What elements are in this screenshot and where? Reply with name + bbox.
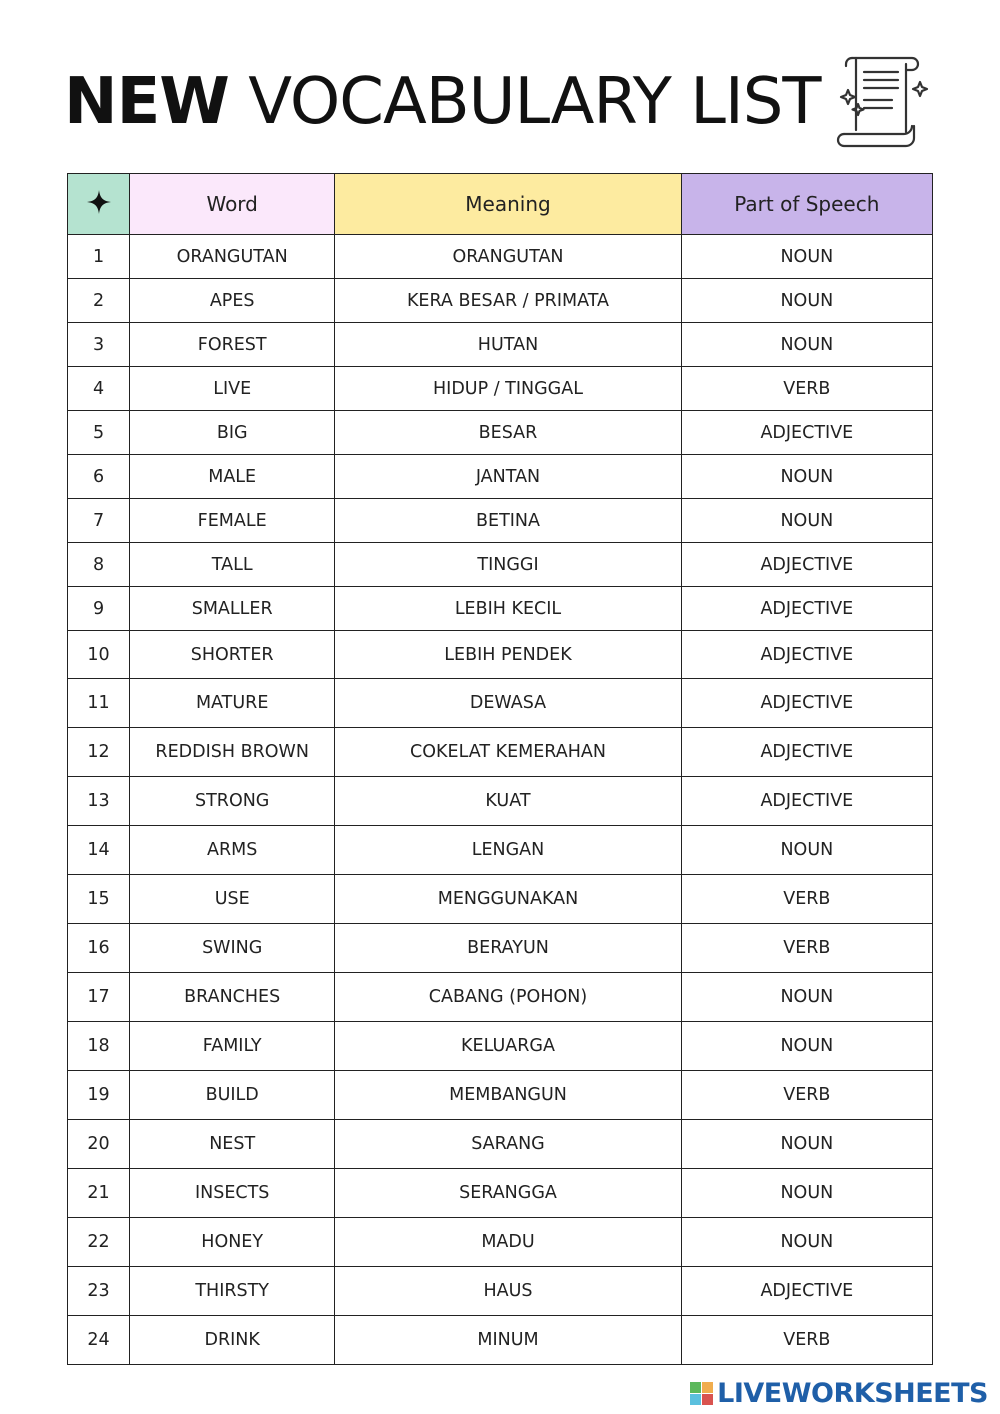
row-part-of-speech: ADJECTIVE	[681, 728, 932, 777]
table-row	[68, 279, 933, 323]
row-word: MALE	[130, 455, 335, 499]
row-number: 20	[68, 1120, 130, 1169]
row-number: 4	[68, 367, 130, 411]
table-row	[68, 235, 933, 279]
row-meaning: KELUARGA	[335, 1022, 681, 1071]
row-word: USE	[130, 875, 335, 924]
row-word: BUILD	[130, 1071, 335, 1120]
row-meaning: TINGGI	[335, 543, 681, 587]
row-number: 16	[68, 924, 130, 973]
row-meaning: KERA BESAR / PRIMATA	[335, 279, 681, 323]
row-word: INSECTS	[130, 1169, 335, 1218]
row-meaning: BESAR	[335, 411, 681, 455]
row-part-of-speech: NOUN	[681, 323, 932, 367]
row-meaning: LEBIH KECIL	[335, 587, 681, 631]
row-number: 7	[68, 499, 130, 543]
row-meaning: MINUM	[335, 1316, 681, 1365]
table-row	[68, 587, 933, 631]
row-word: ORANGUTAN	[130, 235, 335, 279]
table-row	[68, 1120, 933, 1169]
page-title	[64, 62, 820, 142]
logo-mark-icon	[690, 1382, 713, 1405]
table-row	[68, 1218, 933, 1267]
table-row	[68, 323, 933, 367]
row-part-of-speech: NOUN	[681, 973, 932, 1022]
table-row	[68, 1267, 933, 1316]
row-word: THIRSTY	[130, 1267, 335, 1316]
row-meaning: LENGAN	[335, 826, 681, 875]
row-part-of-speech: ADJECTIVE	[681, 777, 932, 826]
row-part-of-speech: VERB	[681, 1316, 932, 1365]
row-meaning: MENGGUNAKAN	[335, 875, 681, 924]
row-word: MATURE	[130, 679, 335, 728]
table-row	[68, 543, 933, 587]
table-row	[68, 1169, 933, 1218]
row-meaning: ORANGUTAN	[335, 235, 681, 279]
row-number: 13	[68, 777, 130, 826]
row-number: 3	[68, 323, 130, 367]
row-part-of-speech: NOUN	[681, 1022, 932, 1071]
four-point-star-icon	[86, 189, 112, 215]
row-part-of-speech: ADJECTIVE	[681, 631, 932, 679]
row-meaning: HAUS	[335, 1267, 681, 1316]
header-part-of-speech: Part of Speech	[681, 174, 932, 235]
vocabulary-table	[67, 173, 933, 1365]
row-part-of-speech: VERB	[681, 367, 932, 411]
row-word: BIG	[130, 411, 335, 455]
row-number: 6	[68, 455, 130, 499]
row-word: SWING	[130, 924, 335, 973]
row-part-of-speech: NOUN	[681, 1169, 932, 1218]
row-meaning: JANTAN	[335, 455, 681, 499]
row-word: BRANCHES	[130, 973, 335, 1022]
row-meaning: BERAYUN	[335, 924, 681, 973]
row-word: REDDISH BROWN	[130, 728, 335, 777]
table-row	[68, 455, 933, 499]
row-word: FEMALE	[130, 499, 335, 543]
row-meaning: SARANG	[335, 1120, 681, 1169]
row-meaning: LEBIH PENDEK	[335, 631, 681, 679]
row-part-of-speech: NOUN	[681, 1120, 932, 1169]
row-number: 10	[68, 631, 130, 679]
row-word: SMALLER	[130, 587, 335, 631]
page-title-light: VOCABULARY LIST	[228, 65, 821, 139]
table-row	[68, 1022, 933, 1071]
row-number: 17	[68, 973, 130, 1022]
row-part-of-speech: ADJECTIVE	[681, 1267, 932, 1316]
row-part-of-speech: NOUN	[681, 235, 932, 279]
table-row	[68, 1071, 933, 1120]
row-meaning: DEWASA	[335, 679, 681, 728]
row-part-of-speech: ADJECTIVE	[681, 411, 932, 455]
row-number: 11	[68, 679, 130, 728]
row-word: STRONG	[130, 777, 335, 826]
row-meaning: MEMBANGUN	[335, 1071, 681, 1120]
row-word: NEST	[130, 1120, 335, 1169]
row-part-of-speech: ADJECTIVE	[681, 587, 932, 631]
row-part-of-speech: ADJECTIVE	[681, 679, 932, 728]
row-meaning: SERANGGA	[335, 1169, 681, 1218]
vocabulary-rows	[68, 235, 933, 1365]
row-word: FOREST	[130, 323, 335, 367]
table-row	[68, 924, 933, 973]
row-part-of-speech: NOUN	[681, 455, 932, 499]
row-part-of-speech: VERB	[681, 875, 932, 924]
page-title-bold: NEW	[64, 65, 229, 139]
scroll-icon	[834, 52, 930, 152]
table-row	[68, 367, 933, 411]
row-meaning: HUTAN	[335, 323, 681, 367]
table-row	[68, 875, 933, 924]
row-number: 22	[68, 1218, 130, 1267]
row-part-of-speech: NOUN	[681, 826, 932, 875]
table-row	[68, 973, 933, 1022]
row-meaning: CABANG (POHON)	[335, 973, 681, 1022]
row-number: 19	[68, 1071, 130, 1120]
row-part-of-speech: NOUN	[681, 1218, 932, 1267]
row-part-of-speech: VERB	[681, 1071, 932, 1120]
row-word: SHORTER	[130, 631, 335, 679]
row-meaning: COKELAT KEMERAHAN	[335, 728, 681, 777]
row-word: LIVE	[130, 367, 335, 411]
row-number: 14	[68, 826, 130, 875]
header-meaning: Meaning	[335, 174, 681, 235]
table-row	[68, 679, 933, 728]
row-number: 12	[68, 728, 130, 777]
row-number: 5	[68, 411, 130, 455]
row-number: 15	[68, 875, 130, 924]
table-row	[68, 826, 933, 875]
row-number: 18	[68, 1022, 130, 1071]
row-meaning: MADU	[335, 1218, 681, 1267]
row-meaning: HIDUP / TINGGAL	[335, 367, 681, 411]
row-number: 24	[68, 1316, 130, 1365]
row-word: TALL	[130, 543, 335, 587]
row-number: 2	[68, 279, 130, 323]
row-word: FAMILY	[130, 1022, 335, 1071]
row-number: 21	[68, 1169, 130, 1218]
row-number: 23	[68, 1267, 130, 1316]
table-header-row	[68, 174, 933, 235]
row-number: 1	[68, 235, 130, 279]
row-number: 8	[68, 543, 130, 587]
row-word: HONEY	[130, 1218, 335, 1267]
table-row	[68, 777, 933, 826]
row-part-of-speech: NOUN	[681, 279, 932, 323]
row-word: ARMS	[130, 826, 335, 875]
logo-text: LIVEWORKSHEETS	[717, 1377, 988, 1409]
row-meaning: KUAT	[335, 777, 681, 826]
row-meaning: BETINA	[335, 499, 681, 543]
header-word: Word	[130, 174, 335, 235]
row-part-of-speech: VERB	[681, 924, 932, 973]
table-row	[68, 411, 933, 455]
row-part-of-speech: ADJECTIVE	[681, 543, 932, 587]
table-row	[68, 728, 933, 777]
row-part-of-speech: NOUN	[681, 499, 932, 543]
table-row	[68, 499, 933, 543]
liveworksheets-logo	[690, 1378, 988, 1408]
table-row	[68, 631, 933, 679]
row-number: 9	[68, 587, 130, 631]
row-word: DRINK	[130, 1316, 335, 1365]
header-star-cell	[68, 174, 130, 235]
row-word: APES	[130, 279, 335, 323]
table-row	[68, 1316, 933, 1365]
